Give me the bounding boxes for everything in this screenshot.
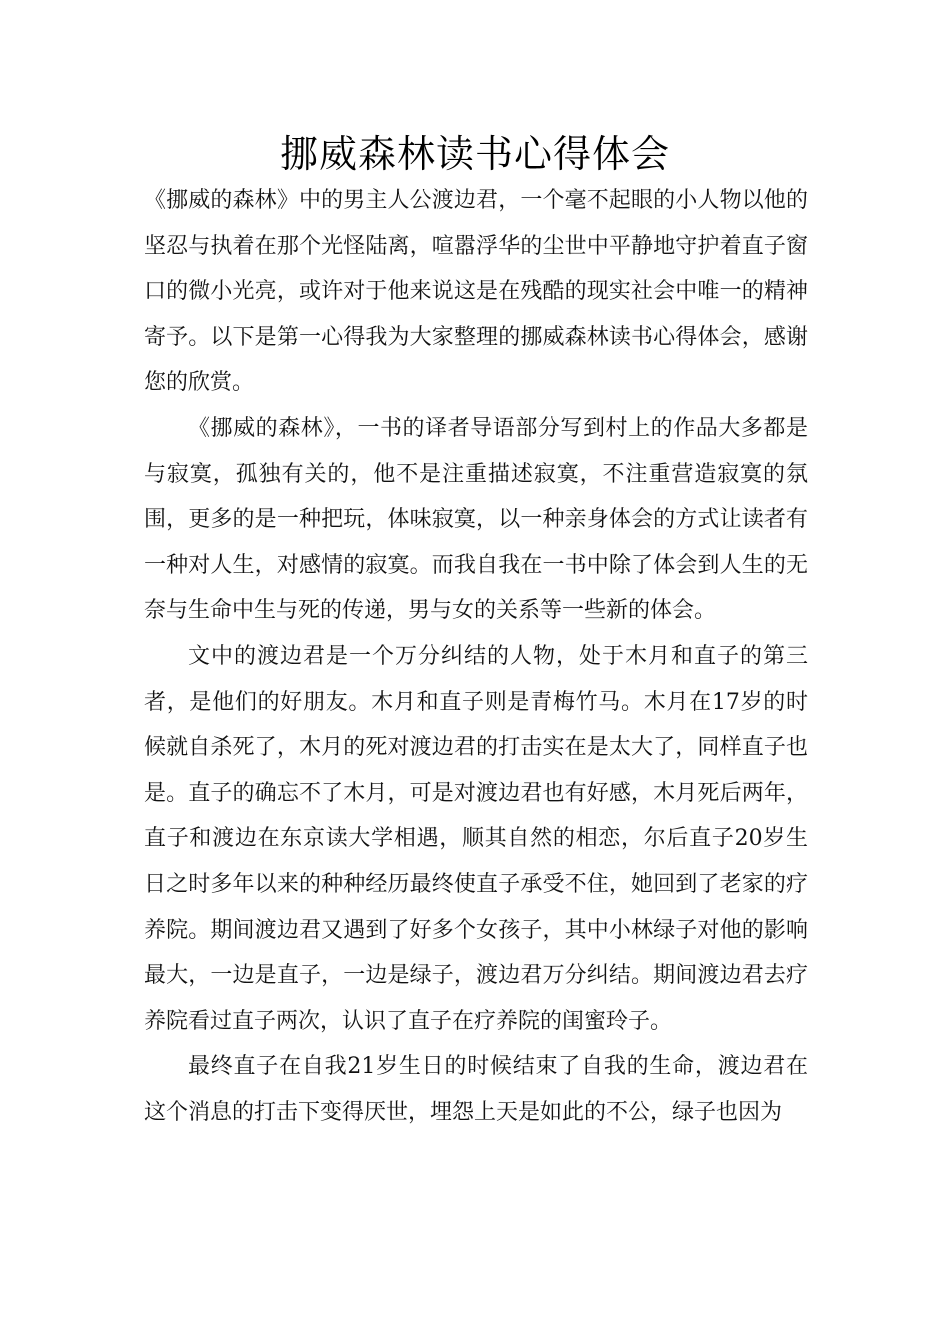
document-body [144, 178, 808, 1135]
document-title: 挪威森林读书心得体会 [279, 132, 670, 176]
paragraph-translator-note: 《挪威的森林》，一书的译者导语部分写到村上的作品大多都是与寂寞，孤独有关的，他不是注重描述寂寞，不注重营造寂寞的氛围，更多的是一种把玩，体味寂寞，以一种亲身体会的方式让读者有一种对人生，对感情的寂寞。而我自我在一书中除了体会到人生的无奈与生命中生与死的传递，男与女的关系等一些新的体会。 [144, 415, 808, 624]
paragraph-intro: 《挪威的森林》中的男主人公渡边君，一个毫不起眼的小人物以他的坚忍与执着在那个光怪陆离，喧嚣浮华的尘世中平静地守护着直子窗口的微小光亮，或许对于他来说这是在残酷的现实社会中唯一的精神寄予。以下是第一心得我为大家整理的挪威森林读书心得体会，感谢您的欣赏。 [144, 188, 808, 396]
paragraph-plot-summary: 文中的渡边君是一个万分纠结的人物，处于木月和直子的第三者，是他们的好朋友。木月和直子则是青梅竹马。木月在17岁的时候就自杀死了，木月的死对渡边君的打击实在是太大了，同样直子也是。直子的确忘不了木月，可是对渡边君也有好感，木月死后两年，直子和渡边在东京读大学相遇，顺其自然的相恋，尔后直子20岁生日之时多年以来的种种经历最终使直子承受不住，她回到了老家的疗养院。期间渡边君又遇到了好多个女孩子，其中小林绿子对他的影响最大，一边是直子，一边是绿子，渡边君万分纠结。期间渡边君去疗养院看过直子两次，认识了直子在疗养院的闺蜜玲子。 [144, 643, 808, 1034]
paragraph-ending: 最终直子在自我21岁生日的时候结束了自我的生命，渡边君在这个消息的打击下变得厌世，埋怨上天是如此的不公，绿子也因为 [144, 1054, 808, 1125]
